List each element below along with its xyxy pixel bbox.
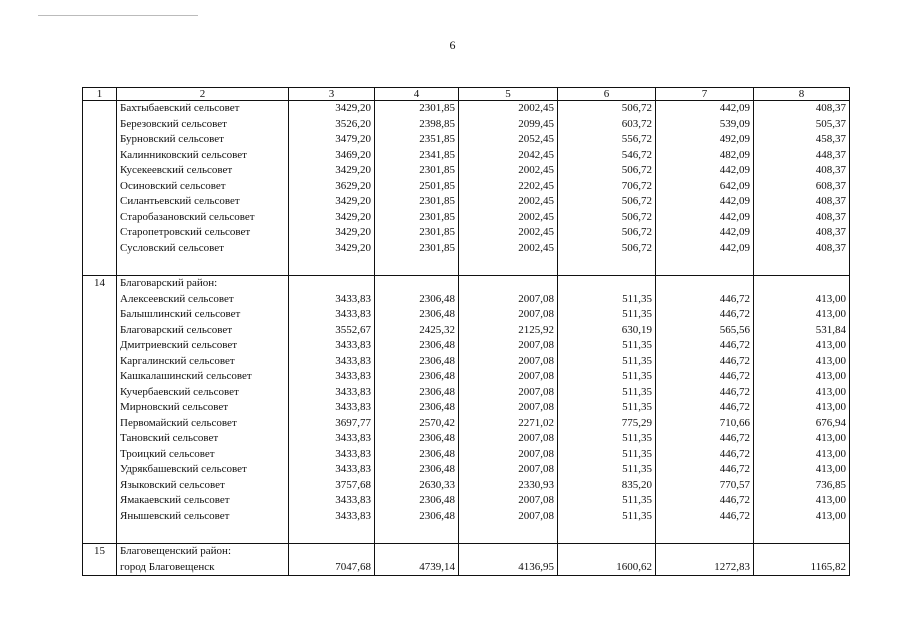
table-row — [83, 560, 850, 576]
municipality-name: Бахтыбаевский сельсовет — [117, 101, 289, 117]
empty-cell — [656, 524, 754, 544]
value-cell: 3629,20 — [289, 179, 375, 195]
value-cell: 3433,83 — [289, 462, 375, 478]
value-cell: 511,35 — [558, 292, 656, 308]
value-cell: 458,37 — [754, 132, 850, 148]
municipality-name: Алексеевский сельсовет — [117, 292, 289, 308]
municipality-name: Ямакаевский сельсовет — [117, 493, 289, 509]
value-cell: 2306,48 — [375, 369, 459, 385]
value-cell: 676,94 — [754, 416, 850, 432]
district-index: 14 — [83, 276, 117, 292]
value-cell: 413,00 — [754, 385, 850, 401]
row-index — [83, 338, 117, 354]
municipality-name: Березовский сельсовет — [117, 117, 289, 133]
municipality-name: Балышлинский сельсовет — [117, 307, 289, 323]
row-index — [83, 385, 117, 401]
value-cell: 2301,85 — [375, 101, 459, 117]
municipality-name: Калинниковский сельсовет — [117, 148, 289, 164]
row-index — [83, 323, 117, 339]
table-row — [83, 462, 850, 478]
value-cell: 1165,82 — [754, 560, 850, 576]
empty-cell — [289, 524, 375, 544]
value-cell: 2306,48 — [375, 431, 459, 447]
value-cell: 511,35 — [558, 338, 656, 354]
group-separator — [83, 256, 850, 276]
row-index — [83, 241, 117, 257]
column-header: 7 — [656, 88, 754, 101]
table-row — [83, 194, 850, 210]
table-row — [83, 210, 850, 226]
value-cell: 2007,08 — [459, 369, 558, 385]
district-title-row — [83, 276, 850, 292]
table-row — [83, 416, 850, 432]
value-cell: 446,72 — [656, 354, 754, 370]
empty-cell — [375, 276, 459, 292]
value-cell: 608,37 — [754, 179, 850, 195]
value-cell: 442,09 — [656, 241, 754, 257]
value-cell: 511,35 — [558, 385, 656, 401]
district-title: Благовещенский район: — [117, 544, 289, 560]
value-cell: 2099,45 — [459, 117, 558, 133]
value-cell: 3433,83 — [289, 354, 375, 370]
value-cell: 506,72 — [558, 194, 656, 210]
empty-cell — [754, 524, 850, 544]
row-index — [83, 493, 117, 509]
value-cell: 2398,85 — [375, 117, 459, 133]
value-cell: 7047,68 — [289, 560, 375, 576]
empty-cell — [754, 276, 850, 292]
value-cell: 3552,67 — [289, 323, 375, 339]
value-cell: 2306,48 — [375, 354, 459, 370]
value-cell: 539,09 — [656, 117, 754, 133]
value-cell: 413,00 — [754, 292, 850, 308]
row-index — [83, 400, 117, 416]
value-cell: 1272,83 — [656, 560, 754, 576]
row-index — [83, 560, 117, 576]
value-cell: 413,00 — [754, 431, 850, 447]
value-cell: 2007,08 — [459, 493, 558, 509]
value-cell: 2306,48 — [375, 400, 459, 416]
value-cell: 3429,20 — [289, 194, 375, 210]
empty-cell — [289, 256, 375, 276]
empty-cell — [558, 256, 656, 276]
municipality-name: Благоварский сельсовет — [117, 323, 289, 339]
municipality-name: Удрякбашевский сельсовет — [117, 462, 289, 478]
value-cell: 3429,20 — [289, 101, 375, 117]
value-cell: 770,57 — [656, 478, 754, 494]
municipality-name: Мирновский сельсовет — [117, 400, 289, 416]
table-row — [83, 163, 850, 179]
value-cell: 511,35 — [558, 431, 656, 447]
empty-cell — [656, 544, 754, 560]
value-cell: 3433,83 — [289, 447, 375, 463]
row-index — [83, 194, 117, 210]
value-cell: 442,09 — [656, 194, 754, 210]
municipality-name: Языковский сельсовет — [117, 478, 289, 494]
value-cell: 2042,45 — [459, 148, 558, 164]
table-row — [83, 117, 850, 133]
value-cell: 2306,48 — [375, 509, 459, 525]
value-cell: 1600,62 — [558, 560, 656, 576]
value-cell: 408,37 — [754, 241, 850, 257]
value-cell: 3469,20 — [289, 148, 375, 164]
value-cell: 446,72 — [656, 385, 754, 401]
value-cell: 413,00 — [754, 354, 850, 370]
value-cell: 408,37 — [754, 210, 850, 226]
district-index: 15 — [83, 544, 117, 560]
value-cell: 630,19 — [558, 323, 656, 339]
row-index — [83, 225, 117, 241]
value-cell: 2007,08 — [459, 400, 558, 416]
value-cell: 3429,20 — [289, 241, 375, 257]
value-cell: 413,00 — [754, 400, 850, 416]
value-cell: 2306,48 — [375, 292, 459, 308]
value-cell: 565,56 — [656, 323, 754, 339]
value-cell: 511,35 — [558, 447, 656, 463]
district-title: Благоварский район: — [117, 276, 289, 292]
column-header: 5 — [459, 88, 558, 101]
value-cell: 775,29 — [558, 416, 656, 432]
row-index — [83, 354, 117, 370]
empty-cell — [375, 524, 459, 544]
table-row — [83, 101, 850, 117]
value-cell: 482,09 — [656, 148, 754, 164]
value-cell: 413,00 — [754, 338, 850, 354]
value-cell: 2002,45 — [459, 194, 558, 210]
value-cell: 2007,08 — [459, 447, 558, 463]
value-cell: 3433,83 — [289, 385, 375, 401]
value-cell: 3433,83 — [289, 338, 375, 354]
value-cell: 446,72 — [656, 338, 754, 354]
value-cell: 2271,02 — [459, 416, 558, 432]
empty-cell — [289, 276, 375, 292]
empty-cell — [558, 276, 656, 292]
municipality-name: город Благовещенск — [117, 560, 289, 576]
value-cell: 511,35 — [558, 354, 656, 370]
empty-cell — [754, 256, 850, 276]
value-cell: 448,37 — [754, 148, 850, 164]
value-cell: 2301,85 — [375, 225, 459, 241]
value-cell: 446,72 — [656, 307, 754, 323]
value-cell: 2630,33 — [375, 478, 459, 494]
municipality-name: Кашкалашинский сельсовет — [117, 369, 289, 385]
row-index — [83, 307, 117, 323]
value-cell: 3697,77 — [289, 416, 375, 432]
row-index — [83, 179, 117, 195]
empty-cell — [117, 524, 289, 544]
value-cell: 3433,83 — [289, 509, 375, 525]
value-cell: 446,72 — [656, 509, 754, 525]
value-cell: 2007,08 — [459, 292, 558, 308]
value-cell: 442,09 — [656, 225, 754, 241]
value-cell: 442,09 — [656, 163, 754, 179]
row-index — [83, 210, 117, 226]
municipality-name: Сусловский сельсовет — [117, 241, 289, 257]
value-cell: 2306,48 — [375, 447, 459, 463]
value-cell: 506,72 — [558, 101, 656, 117]
value-cell: 511,35 — [558, 462, 656, 478]
value-cell: 505,37 — [754, 117, 850, 133]
value-cell: 2570,42 — [375, 416, 459, 432]
empty-cell — [83, 524, 117, 544]
row-index — [83, 462, 117, 478]
table-row — [83, 400, 850, 416]
value-cell: 506,72 — [558, 163, 656, 179]
value-cell: 2007,08 — [459, 431, 558, 447]
value-cell: 2306,48 — [375, 338, 459, 354]
value-cell: 2501,85 — [375, 179, 459, 195]
value-cell: 710,66 — [656, 416, 754, 432]
table-row — [83, 292, 850, 308]
empty-cell — [289, 544, 375, 560]
value-cell: 446,72 — [656, 493, 754, 509]
table-row — [83, 354, 850, 370]
value-cell: 2002,45 — [459, 225, 558, 241]
value-cell: 3757,68 — [289, 478, 375, 494]
value-cell: 2301,85 — [375, 194, 459, 210]
value-cell: 3429,20 — [289, 225, 375, 241]
value-cell: 531,84 — [754, 323, 850, 339]
column-header: 4 — [375, 88, 459, 101]
municipality-name: Кучербаевский сельсовет — [117, 385, 289, 401]
value-cell: 442,09 — [656, 101, 754, 117]
value-cell: 556,72 — [558, 132, 656, 148]
value-cell: 2202,45 — [459, 179, 558, 195]
table-row — [83, 132, 850, 148]
empty-cell — [656, 276, 754, 292]
value-cell: 511,35 — [558, 493, 656, 509]
value-cell: 2125,92 — [459, 323, 558, 339]
value-cell: 506,72 — [558, 210, 656, 226]
municipality-name: Дмитриевский сельсовет — [117, 338, 289, 354]
column-header-row — [83, 88, 850, 101]
value-cell: 511,35 — [558, 400, 656, 416]
value-cell: 446,72 — [656, 292, 754, 308]
value-cell: 603,72 — [558, 117, 656, 133]
column-header: 3 — [289, 88, 375, 101]
municipality-name: Осиновский сельсовет — [117, 179, 289, 195]
table-row — [83, 493, 850, 509]
value-cell: 446,72 — [656, 400, 754, 416]
value-cell: 736,85 — [754, 478, 850, 494]
row-index — [83, 148, 117, 164]
municipality-name: Силантьевский сельсовет — [117, 194, 289, 210]
value-cell: 3429,20 — [289, 210, 375, 226]
table-row — [83, 447, 850, 463]
municipality-name: Каргалинский сельсовет — [117, 354, 289, 370]
value-cell: 3433,83 — [289, 431, 375, 447]
tariff-table — [82, 87, 850, 576]
value-cell: 446,72 — [656, 431, 754, 447]
value-cell: 2306,48 — [375, 307, 459, 323]
municipality-name: Старопетровский сельсовет — [117, 225, 289, 241]
table-row — [83, 307, 850, 323]
row-index — [83, 416, 117, 432]
row-index — [83, 431, 117, 447]
empty-cell — [117, 256, 289, 276]
value-cell: 2301,85 — [375, 210, 459, 226]
scan-artifact-line — [38, 15, 198, 16]
district-title-row — [83, 544, 850, 560]
table-row — [83, 323, 850, 339]
row-index — [83, 369, 117, 385]
empty-cell — [83, 256, 117, 276]
table-row — [83, 385, 850, 401]
row-index — [83, 132, 117, 148]
column-header: 8 — [754, 88, 850, 101]
page-number: 6 — [449, 38, 456, 52]
empty-cell — [375, 544, 459, 560]
value-cell: 2007,08 — [459, 307, 558, 323]
value-cell: 492,09 — [656, 132, 754, 148]
value-cell: 446,72 — [656, 369, 754, 385]
value-cell: 2301,85 — [375, 241, 459, 257]
value-cell: 3433,83 — [289, 369, 375, 385]
value-cell: 446,72 — [656, 447, 754, 463]
value-cell: 408,37 — [754, 194, 850, 210]
value-cell: 3433,83 — [289, 292, 375, 308]
value-cell: 2052,45 — [459, 132, 558, 148]
value-cell: 2007,08 — [459, 462, 558, 478]
table-row — [83, 338, 850, 354]
municipality-name: Тановский сельсовет — [117, 431, 289, 447]
value-cell: 2351,85 — [375, 132, 459, 148]
column-header: 1 — [83, 88, 117, 101]
empty-cell — [459, 524, 558, 544]
value-cell: 2341,85 — [375, 148, 459, 164]
table-row — [83, 148, 850, 164]
value-cell: 2007,08 — [459, 509, 558, 525]
municipality-name: Янышевский сельсовет — [117, 509, 289, 525]
value-cell: 2306,48 — [375, 462, 459, 478]
value-cell: 506,72 — [558, 241, 656, 257]
empty-cell — [459, 256, 558, 276]
table-row — [83, 179, 850, 195]
value-cell: 2306,48 — [375, 493, 459, 509]
table-row — [83, 241, 850, 257]
value-cell: 706,72 — [558, 179, 656, 195]
group-separator — [83, 524, 850, 544]
value-cell: 511,35 — [558, 509, 656, 525]
value-cell: 2002,45 — [459, 101, 558, 117]
municipality-name: Кусекеевский сельсовет — [117, 163, 289, 179]
value-cell: 2425,32 — [375, 323, 459, 339]
value-cell: 408,37 — [754, 163, 850, 179]
column-header: 2 — [117, 88, 289, 101]
table-row — [83, 431, 850, 447]
value-cell: 546,72 — [558, 148, 656, 164]
value-cell: 413,00 — [754, 462, 850, 478]
value-cell: 4739,14 — [375, 560, 459, 576]
value-cell: 413,00 — [754, 493, 850, 509]
value-cell: 2007,08 — [459, 385, 558, 401]
value-cell: 408,37 — [754, 101, 850, 117]
empty-cell — [558, 524, 656, 544]
empty-cell — [754, 544, 850, 560]
value-cell: 2306,48 — [375, 385, 459, 401]
empty-cell — [558, 544, 656, 560]
value-cell: 2002,45 — [459, 163, 558, 179]
column-header: 6 — [558, 88, 656, 101]
row-index — [83, 117, 117, 133]
table-row — [83, 478, 850, 494]
value-cell: 511,35 — [558, 369, 656, 385]
value-cell: 642,09 — [656, 179, 754, 195]
row-index — [83, 101, 117, 117]
row-index — [83, 447, 117, 463]
value-cell: 2301,85 — [375, 163, 459, 179]
municipality-name: Первомайский сельсовет — [117, 416, 289, 432]
row-index — [83, 163, 117, 179]
value-cell: 446,72 — [656, 462, 754, 478]
value-cell: 3433,83 — [289, 400, 375, 416]
municipality-name: Троицкий сельсовет — [117, 447, 289, 463]
row-index — [83, 292, 117, 308]
row-index — [83, 509, 117, 525]
value-cell: 408,37 — [754, 225, 850, 241]
value-cell: 2330,93 — [459, 478, 558, 494]
value-cell: 2002,45 — [459, 210, 558, 226]
empty-cell — [375, 256, 459, 276]
value-cell: 4136,95 — [459, 560, 558, 576]
empty-cell — [459, 276, 558, 292]
value-cell: 413,00 — [754, 307, 850, 323]
empty-cell — [459, 544, 558, 560]
table-row — [83, 509, 850, 525]
value-cell: 3429,20 — [289, 163, 375, 179]
table-row — [83, 225, 850, 241]
row-index — [83, 478, 117, 494]
value-cell: 2002,45 — [459, 241, 558, 257]
value-cell: 413,00 — [754, 509, 850, 525]
value-cell: 511,35 — [558, 307, 656, 323]
value-cell: 2007,08 — [459, 354, 558, 370]
value-cell: 3479,20 — [289, 132, 375, 148]
value-cell: 3433,83 — [289, 493, 375, 509]
value-cell: 413,00 — [754, 369, 850, 385]
empty-cell — [656, 256, 754, 276]
table-body — [83, 101, 850, 576]
municipality-name: Бурновский сельсовет — [117, 132, 289, 148]
table-row — [83, 369, 850, 385]
value-cell: 2007,08 — [459, 338, 558, 354]
value-cell: 3526,20 — [289, 117, 375, 133]
value-cell: 506,72 — [558, 225, 656, 241]
value-cell: 835,20 — [558, 478, 656, 494]
value-cell: 442,09 — [656, 210, 754, 226]
value-cell: 413,00 — [754, 447, 850, 463]
municipality-name: Старобазановский сельсовет — [117, 210, 289, 226]
value-cell: 3433,83 — [289, 307, 375, 323]
